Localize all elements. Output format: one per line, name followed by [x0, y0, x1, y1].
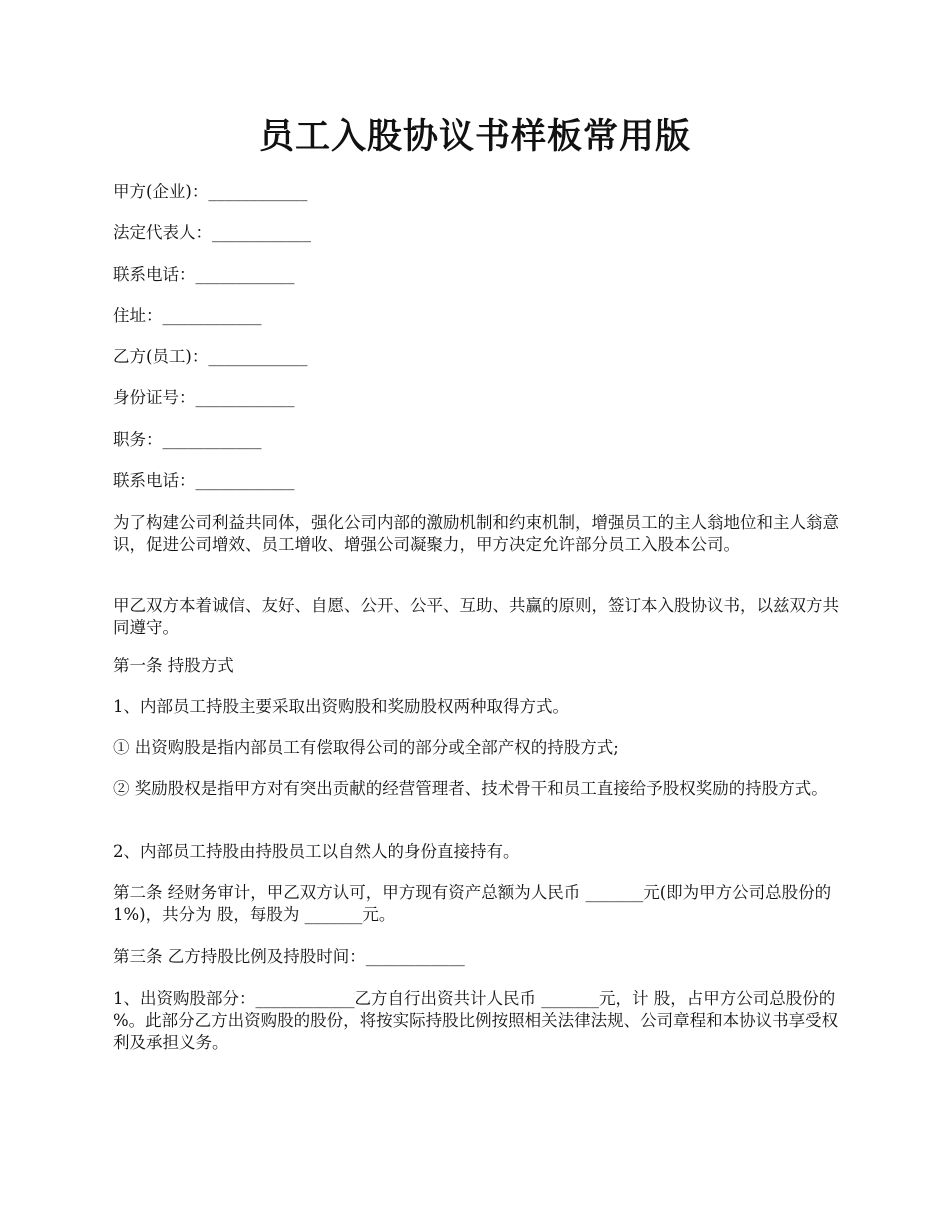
- article-1-clause-1-item-2: ② 奖励股权是指甲方对有突出贡献的经营管理者、技术骨干和员工直接给予股权奖励的持股方式。: [113, 779, 828, 798]
- article-2-paragraph: 第二条 经财务审计，甲乙双方认可，甲方现有资产总额为人民币 _______元(即为甲方公司总股份的 1%)，共分为 股，每股为 _______元。: [113, 883, 832, 924]
- article-1-clause-1-item-1: ① 出资购股是指内部员工有偿取得公司的部分或全部产权的持股方式;: [113, 738, 619, 757]
- article-3-heading: 第三条 乙方持股比例及持股时间：____________: [113, 947, 465, 966]
- party-a-field: 甲方(企业)：____________: [113, 182, 308, 201]
- document-title: 员工入股协议书样板常用版: [258, 116, 691, 157]
- principles-paragraph: 甲乙双方本着诚信、友好、自愿、公开、公平、互助、共赢的原则，签订本入股协议书，以兹双方共同遵守。: [113, 596, 839, 637]
- article-1-clause-1: 1、内部员工持股主要采取出资购股和奖励股权两种取得方式。: [113, 697, 569, 716]
- preamble-paragraph: 为了构建公司利益共同体，强化公司内部的激励机制和约束机制，增强员工的主人翁地位和主人翁意识，促进公司增效、员工增收、增强公司凝聚力，甲方决定允许部分员工入股本公司。: [113, 513, 839, 554]
- position-field: 职务：____________: [113, 430, 262, 449]
- article-1-clause-2: 2、内部员工持股由持股员工以自然人的身份直接持有。: [113, 842, 520, 861]
- address-field: 住址：____________: [113, 306, 262, 325]
- party-b-field: 乙方(员工)：____________: [113, 347, 308, 366]
- legal-representative-field: 法定代表人：____________: [113, 223, 311, 242]
- party-b-phone-field: 联系电话：____________: [113, 471, 295, 490]
- article-1-heading: 第一条 持股方式: [113, 656, 234, 675]
- id-number-field: 身份证号：____________: [113, 388, 295, 407]
- party-a-phone-field: 联系电话：____________: [113, 265, 295, 284]
- article-3-clause-1: 1、出资购股部分：____________乙方自行出资共计人民币 _______元，计 股，占甲方公司总股份的 %。此部分乙方出资购股的股份，将按实际持股比例按照相关法律法规、公司章程和本协议书享受权利及承担义务。: [113, 989, 839, 1052]
